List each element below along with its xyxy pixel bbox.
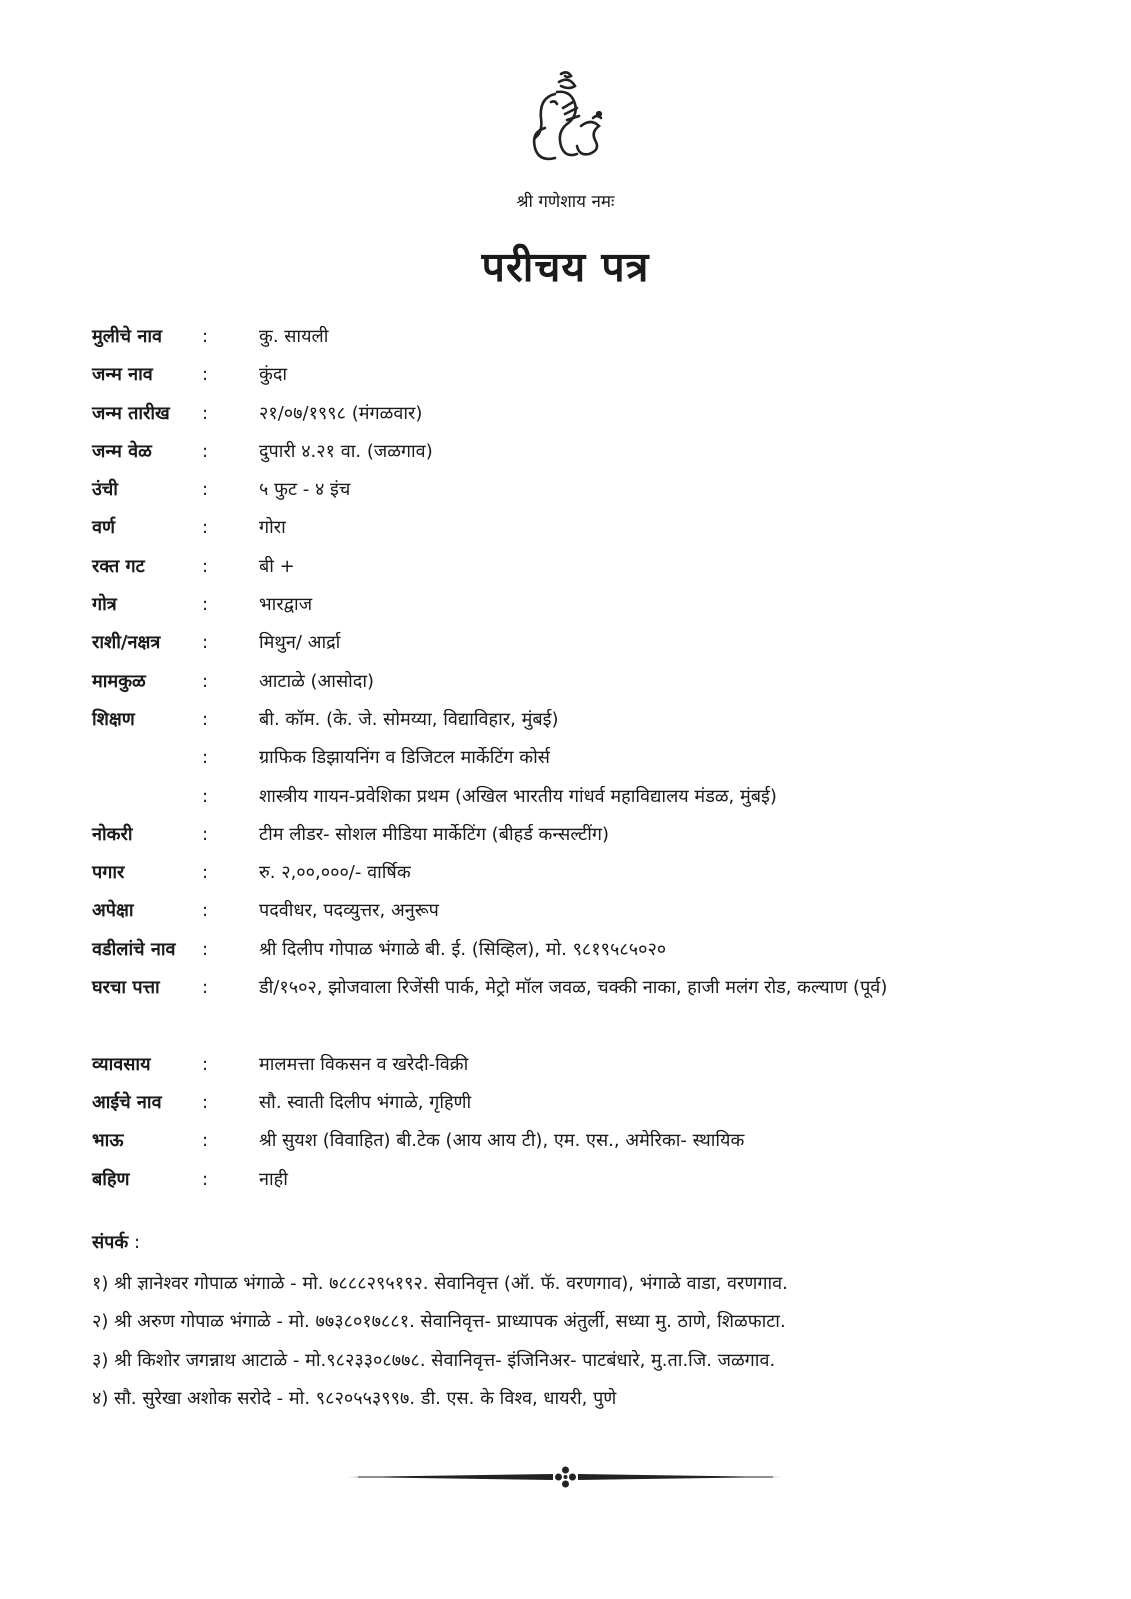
detail-colon: : bbox=[202, 364, 209, 386]
detail-colon: : bbox=[202, 594, 209, 616]
detail-colon: : bbox=[202, 479, 209, 501]
detail-value: डी/१५०२, झोजवाला रिजेंसी पार्क, मेट्रो मॉल जवळ, चक्की नाका, हाजी मलंग रोड, कल्याण (पूर्व) bbox=[259, 977, 888, 999]
detail-row-birth-time bbox=[92, 433, 1052, 471]
invocation-text: श्री गणेशाय नमः bbox=[516, 192, 615, 212]
detail-row-name bbox=[92, 318, 1052, 356]
detail-label: नोकरी bbox=[92, 823, 133, 845]
detail-colon: : bbox=[202, 670, 209, 692]
detail-colon: : bbox=[202, 862, 209, 884]
detail-colon: : bbox=[202, 440, 209, 462]
detail-colon: : bbox=[202, 938, 209, 960]
detail-value: कु. सायली bbox=[259, 326, 329, 347]
detail-row-job bbox=[92, 816, 1052, 854]
detail-label: वडीलांचे नाव bbox=[92, 938, 176, 960]
detail-value: सौ. स्वाती दिलीप भंगाळे, गृहिणी bbox=[259, 1091, 472, 1113]
detail-label: पगार bbox=[92, 862, 125, 884]
detail-label: जन्म वेळ bbox=[92, 440, 152, 462]
detail-row-business bbox=[92, 1046, 1052, 1084]
detail-label: रक्त गट bbox=[92, 555, 145, 577]
detail-colon: : bbox=[202, 1168, 209, 1190]
detail-label: मुलीचे नाव bbox=[92, 326, 162, 347]
detail-colon: : bbox=[202, 900, 209, 922]
detail-colon: : bbox=[202, 1091, 209, 1113]
detail-row-rashi bbox=[92, 624, 1052, 662]
detail-colon: : bbox=[202, 708, 209, 730]
detail-value: श्री दिलीप गोपाळ भंगाळे बी. ई. (सिव्हिल), मो. ९८१९५८५०२० bbox=[259, 938, 667, 960]
detail-row-education-3 bbox=[92, 778, 1052, 816]
detail-value: पदवीधर, पदव्युत्तर, अनुरूप bbox=[259, 900, 439, 922]
detail-value: नाही bbox=[259, 1168, 288, 1190]
detail-row-blood-group bbox=[92, 548, 1052, 586]
detail-label: वर्ण bbox=[92, 517, 116, 539]
ganesha-icon bbox=[515, 68, 615, 168]
detail-value: टीम लीडर- सोशल मीडिया मार्केटिंग (बीहर्ड कन्सल्टींग) bbox=[259, 823, 610, 845]
detail-label: व्यावसाय bbox=[92, 1053, 151, 1075]
detail-value: २१/०७/१९९८ (मंगळवार) bbox=[259, 402, 423, 424]
detail-value: दुपारी ४.२१ वा. (जळगाव) bbox=[259, 440, 433, 462]
detail-colon: : bbox=[202, 1053, 209, 1075]
detail-label: बहिण bbox=[92, 1168, 130, 1190]
contact-item: ३) श्री किशोर जगन्नाथ आटाळे - मो.९८२३३०८७७८. सेवानिवृत्त- इंजिनिअर- पाटबंधारे, मु.ता.जि. जळगाव. bbox=[92, 1349, 776, 1371]
page-title: परीचय पत्र bbox=[481, 243, 650, 291]
detail-value: ग्राफिक डिझायनिंग व डिजिटल मार्केटिंग कोर्स bbox=[259, 747, 550, 769]
detail-value: बी. कॉम. (के. जे. सोमय्या, विद्याविहार, मुंबई) bbox=[259, 708, 559, 730]
detail-label: भाऊ bbox=[92, 1130, 124, 1152]
details-list bbox=[92, 318, 1052, 1199]
detail-label: शिक्षण bbox=[92, 708, 135, 730]
detail-value: भारद्वाज bbox=[259, 594, 313, 616]
detail-row-brother bbox=[92, 1122, 1052, 1160]
detail-value: बी + bbox=[259, 555, 295, 577]
detail-row-birth-name bbox=[92, 356, 1052, 394]
detail-row-birth-date bbox=[92, 395, 1052, 433]
detail-label: गोत्र bbox=[92, 594, 117, 616]
detail-colon: : bbox=[202, 977, 209, 999]
detail-row-sister bbox=[92, 1161, 1052, 1199]
detail-colon: : bbox=[202, 785, 209, 807]
detail-label: आईचे नाव bbox=[92, 1091, 162, 1113]
detail-value: रु. २,००,०००/- वार्षिक bbox=[259, 862, 411, 884]
detail-label: जन्म तारीख bbox=[92, 402, 170, 424]
detail-value: मालमत्ता विकसन व खरेदी-विक्री bbox=[259, 1053, 469, 1075]
detail-value: शास्त्रीय गायन-प्रवेशिका प्रथम (अखिल भारतीय गांधर्व महाविद्यालय मंडळ, मुंबई) bbox=[259, 785, 777, 807]
detail-label: उंची bbox=[92, 479, 118, 501]
detail-row-address bbox=[92, 969, 1052, 1046]
detail-value: आटाळे (आसोदा) bbox=[259, 670, 375, 692]
detail-row-complexion bbox=[92, 509, 1052, 547]
detail-colon: : bbox=[202, 1130, 209, 1152]
contact-heading bbox=[92, 1230, 140, 1254]
detail-colon: : bbox=[202, 517, 209, 539]
detail-row-mamkul bbox=[92, 663, 1052, 701]
detail-value: कुंदा bbox=[259, 364, 288, 386]
detail-row-salary bbox=[92, 854, 1052, 892]
detail-value: मिथुन/ आर्द्रा bbox=[259, 632, 341, 654]
detail-colon: : bbox=[202, 326, 209, 347]
detail-colon: : bbox=[202, 555, 209, 577]
detail-row-height bbox=[92, 471, 1052, 509]
detail-row-expectation bbox=[92, 892, 1052, 930]
detail-colon: : bbox=[202, 632, 209, 654]
detail-value: गोरा bbox=[259, 517, 286, 539]
contact-heading-text: संपर्क bbox=[92, 1232, 129, 1253]
contact-item: १) श्री ज्ञानेश्वर गोपाळ भंगाळे - मो. ७८८८२९५१९२. सेवानिवृत्त (ऑ. फॅ. वरणगाव), भंगाळे वाडा, वरणगाव. bbox=[92, 1273, 788, 1294]
detail-row-education bbox=[92, 701, 1052, 739]
detail-label: अपेक्षा bbox=[92, 900, 134, 922]
detail-row-education-2 bbox=[92, 739, 1052, 777]
detail-label: मामकुळ bbox=[92, 670, 146, 692]
detail-row-mother bbox=[92, 1084, 1052, 1122]
detail-colon: : bbox=[202, 747, 209, 769]
detail-row-gotra bbox=[92, 586, 1052, 624]
contact-heading-colon: : bbox=[128, 1232, 141, 1253]
detail-value: श्री सुयश (विवाहित) बी.टेक (आय आय टी), एम. एस., अमेरिका- स्थायिक bbox=[259, 1130, 745, 1152]
detail-label: जन्म नाव bbox=[92, 364, 153, 386]
detail-value: ५ फुट - ४ इंच bbox=[259, 479, 351, 501]
contact-item: ४) सौ. सुरेखा अशोक सरोदे - मो. ९८२०५५३९९७. डी. एस. के विश्व, धायरी, पुणे bbox=[92, 1387, 617, 1409]
detail-label: घरचा पत्ता bbox=[92, 977, 160, 999]
ornament-divider-icon bbox=[348, 1462, 783, 1492]
contact-list bbox=[92, 1265, 1052, 1418]
detail-label: राशी/नक्षत्र bbox=[92, 632, 161, 654]
detail-colon: : bbox=[202, 402, 209, 424]
detail-row-father bbox=[92, 931, 1052, 969]
detail-colon: : bbox=[202, 823, 209, 845]
contact-item: २) श्री अरुण गोपाळ भंगाळे - मो. ७७३८०१७८८१. सेवानिवृत्त- प्राध्यापक अंतुर्ली, सध्या मु. ठाणे, शिळफाटा. bbox=[92, 1311, 786, 1333]
